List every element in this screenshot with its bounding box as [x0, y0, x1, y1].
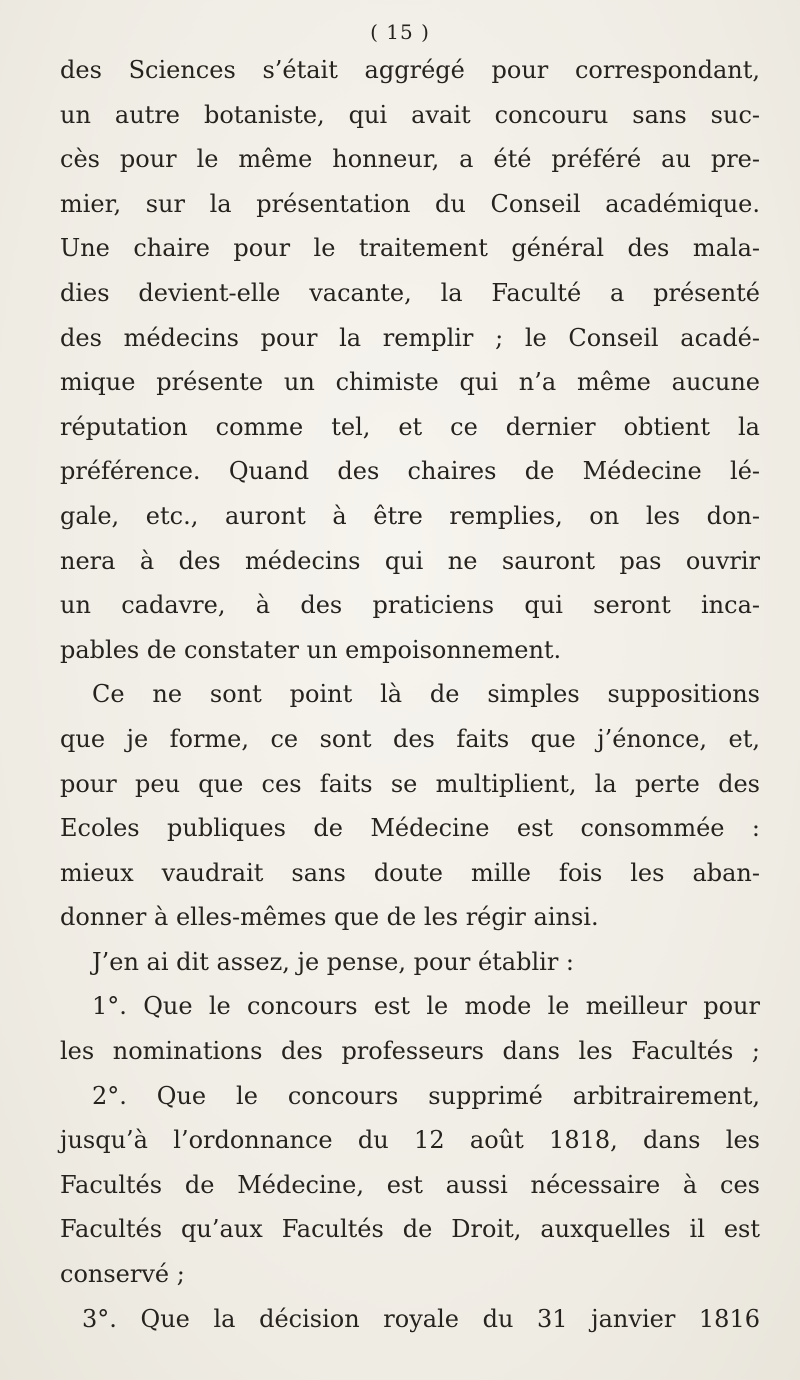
text-line: pables de constater un empoisonnement. — [60, 635, 562, 664]
text-line: Une chaire pour le traitement général des mala- — [60, 234, 760, 263]
text-line: Facultés qu’aux Facultés de Droit, auxquelles il est — [60, 1215, 760, 1244]
text-line: nera à des médecins qui ne sauront pas ouvrir — [60, 546, 760, 575]
body-text — [60, 48, 760, 1341]
text-line: les nominations des professeurs dans les Facultés ; — [60, 1037, 760, 1066]
text-line: cès pour le même honneur, a été préféré au pre- — [60, 145, 760, 174]
text-line: 1°. Que le concours est le mode le meilleur pour — [92, 992, 760, 1021]
page-number: ( 15 ) — [370, 20, 430, 44]
text-line: un autre botaniste, qui avait concouru sans suc- — [60, 100, 760, 129]
text-line: que je forme, ce sont des faits que j’énonce, et, — [60, 724, 760, 753]
text-line: mique présente un chimiste qui n’a même aucune — [60, 368, 760, 397]
text-line: donner à elles-mêmes que de les régir ainsi. — [60, 903, 599, 932]
text-line: pour peu que ces faits se multiplient, la perte des — [60, 769, 760, 798]
text-line: mieux vaudrait sans doute mille fois les aban- — [60, 858, 760, 887]
text-line: réputation comme tel, et ce dernier obtient la — [60, 412, 760, 441]
text-line: jusqu’à l’ordonnance du 12 août 1818, dans les — [60, 1126, 760, 1155]
text-line: J’en ai dit assez, je pense, pour établir : — [92, 947, 575, 976]
text-line: un cadavre, à des praticiens qui seront inca- — [60, 591, 760, 620]
text-line: dies devient-elle vacante, la Faculté a présenté — [60, 278, 760, 307]
text-line: gale, etc., auront à être remplies, on les don- — [60, 501, 760, 530]
text-line: conservé ; — [60, 1260, 185, 1289]
text-line: Ecoles publiques de Médecine est consommée : — [60, 814, 760, 843]
text-line: des Sciences s’était aggrégé pour correspondant, — [60, 56, 760, 84]
text-line: mier, sur la présentation du Conseil académique. — [60, 189, 760, 218]
text-line: des médecins pour la remplir ; le Conseil acadé- — [60, 323, 760, 352]
text-line: 2°. Que le concours supprimé arbitrairement, — [92, 1081, 760, 1110]
text-line: Facultés de Médecine, est aussi nécessaire à ces — [60, 1170, 760, 1199]
text-line: 3°. Que la décision royale du 31 janvier 1816 — [82, 1304, 760, 1333]
text-line: Ce ne sont point là de simples suppositions — [92, 680, 760, 709]
text-line: préférence. Quand des chaires de Médecine lé- — [60, 457, 760, 486]
